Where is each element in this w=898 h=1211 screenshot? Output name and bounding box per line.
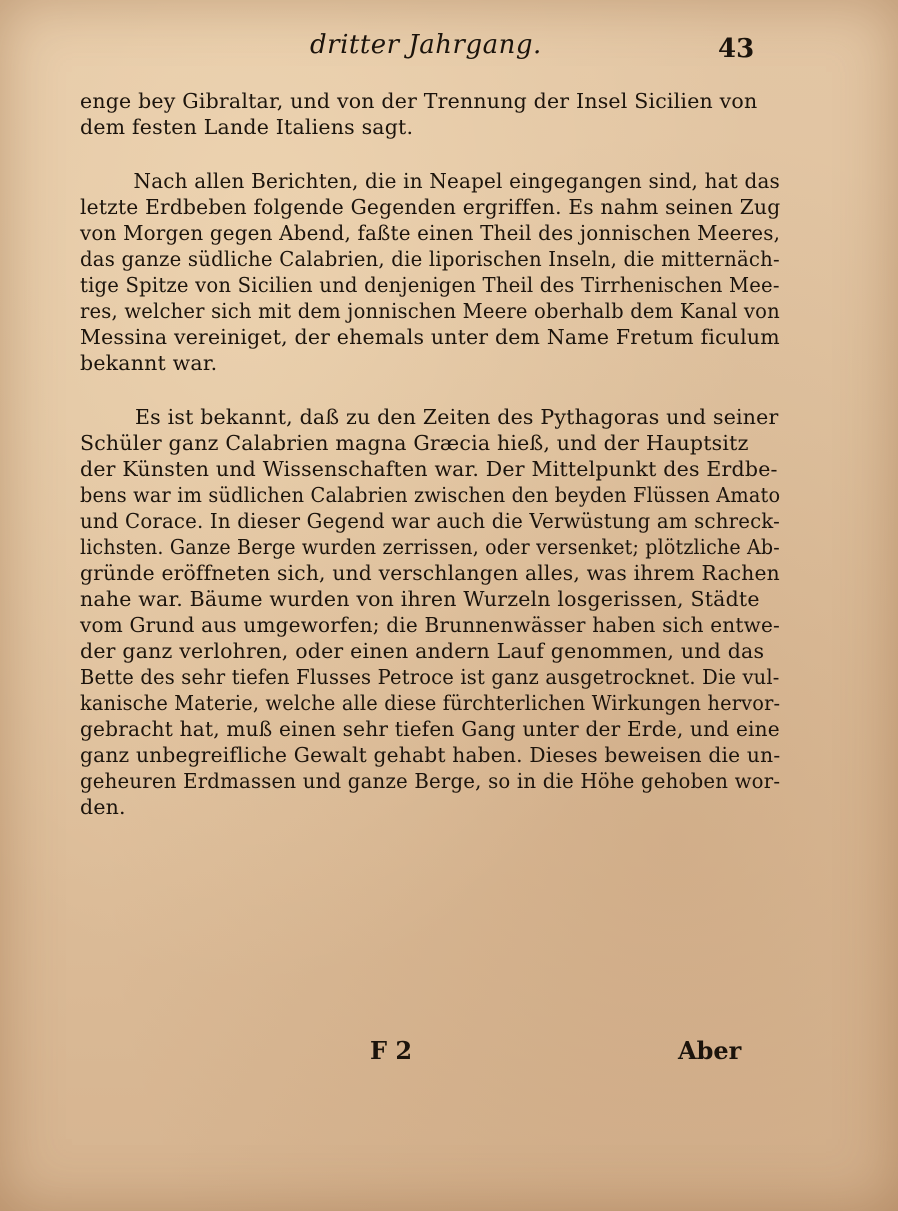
catchword: Aber — [678, 1036, 742, 1065]
text-line: der Künsten und Wissenschaften war. Der Mittelpunkt des Erdbe- — [80, 457, 778, 481]
text-line: Es ist bekannt, daß zu den Zeiten des Pythagoras und seiner — [135, 405, 779, 429]
text-line: Messina vereiniget, der ehemals unter dem Name Fretum ficulum — [80, 325, 780, 349]
text-line: der ganz verlohren, oder einen andern Lauf genommen, und das — [80, 639, 765, 663]
text-line: vom Grund aus umgeworfen; die Brunnenwässer haben sich entwe- — [80, 613, 780, 637]
text-line: letzte Erdbeben folgende Gegenden ergriffen. Es nahm seinen Zug — [80, 195, 781, 219]
text-line: geheuren Erdmassen und ganze Berge, so in die Höhe gehoben wor- — [80, 769, 781, 793]
page-footer — [0, 1036, 898, 1076]
text-line: das ganze südliche Calabrien, die liporischen Inseln, die mitternäch- — [80, 247, 780, 271]
text-line: tige Spitze von Sicilien und denjenigen Theil des Tirrhenischen Mee- — [80, 273, 780, 297]
text-line: dem festen Lande Italiens sagt. — [80, 115, 414, 139]
text-line: den. — [80, 795, 126, 819]
paragraph-gap — [80, 376, 780, 404]
paragraph-1 — [80, 88, 780, 140]
page-number: 43 — [718, 34, 755, 64]
signature-mark: F 2 — [370, 1036, 413, 1065]
body-text — [80, 88, 780, 820]
text-line: Schüler ganz Calabrien magna Græcia hieß, und der Hauptsitz — [80, 431, 749, 455]
paragraph-2 — [80, 168, 780, 376]
text-line: kanische Materie, welche alle diese fürchterlichen Wirkungen hervor- — [80, 691, 781, 715]
text-line: res, welcher sich mit dem jonnischen Meere oberhalb dem Kanal von — [80, 299, 780, 323]
text-line: Nach allen Berichten, die in Neapel eingegangen sind, hat das — [133, 169, 780, 193]
running-title: dritter Jahrgang. — [310, 30, 542, 60]
text-line: gründe eröffneten sich, und verschlangen alles, was ihrem Rachen — [80, 561, 780, 585]
paragraph-gap — [80, 140, 780, 168]
text-line: enge bey Gibraltar, und von der Trennung der Insel Sicilien von — [80, 89, 758, 113]
text-line: Bette des sehr tiefen Flusses Petroce ist ganz ausgetrocknet. Die vul- — [80, 665, 780, 689]
text-line: gebracht hat, muß einen sehr tiefen Gang unter der Erde, und eine — [80, 717, 780, 741]
text-line: bekannt war. — [80, 351, 218, 375]
text-line: und Corace. In dieser Gegend war auch die Verwüstung am schreck- — [80, 509, 780, 533]
page-header — [0, 28, 898, 68]
text-line: nahe war. Bäume wurden von ihren Wurzeln losgerissen, Städte — [80, 587, 760, 611]
text-line: von Morgen gegen Abend, faßte einen Theil des jonnischen Meeres, — [80, 221, 781, 245]
text-line: ganz unbegreifliche Gewalt gehabt haben. Dieses beweisen die un- — [80, 743, 781, 767]
text-line: bens war im südlichen Calabrien zwischen den beyden Flüssen Amato — [80, 483, 781, 507]
paragraph-3 — [80, 404, 780, 820]
text-line: lichsten. Ganze Berge wurden zerrissen, oder versenket; plötzliche Ab- — [80, 535, 780, 559]
